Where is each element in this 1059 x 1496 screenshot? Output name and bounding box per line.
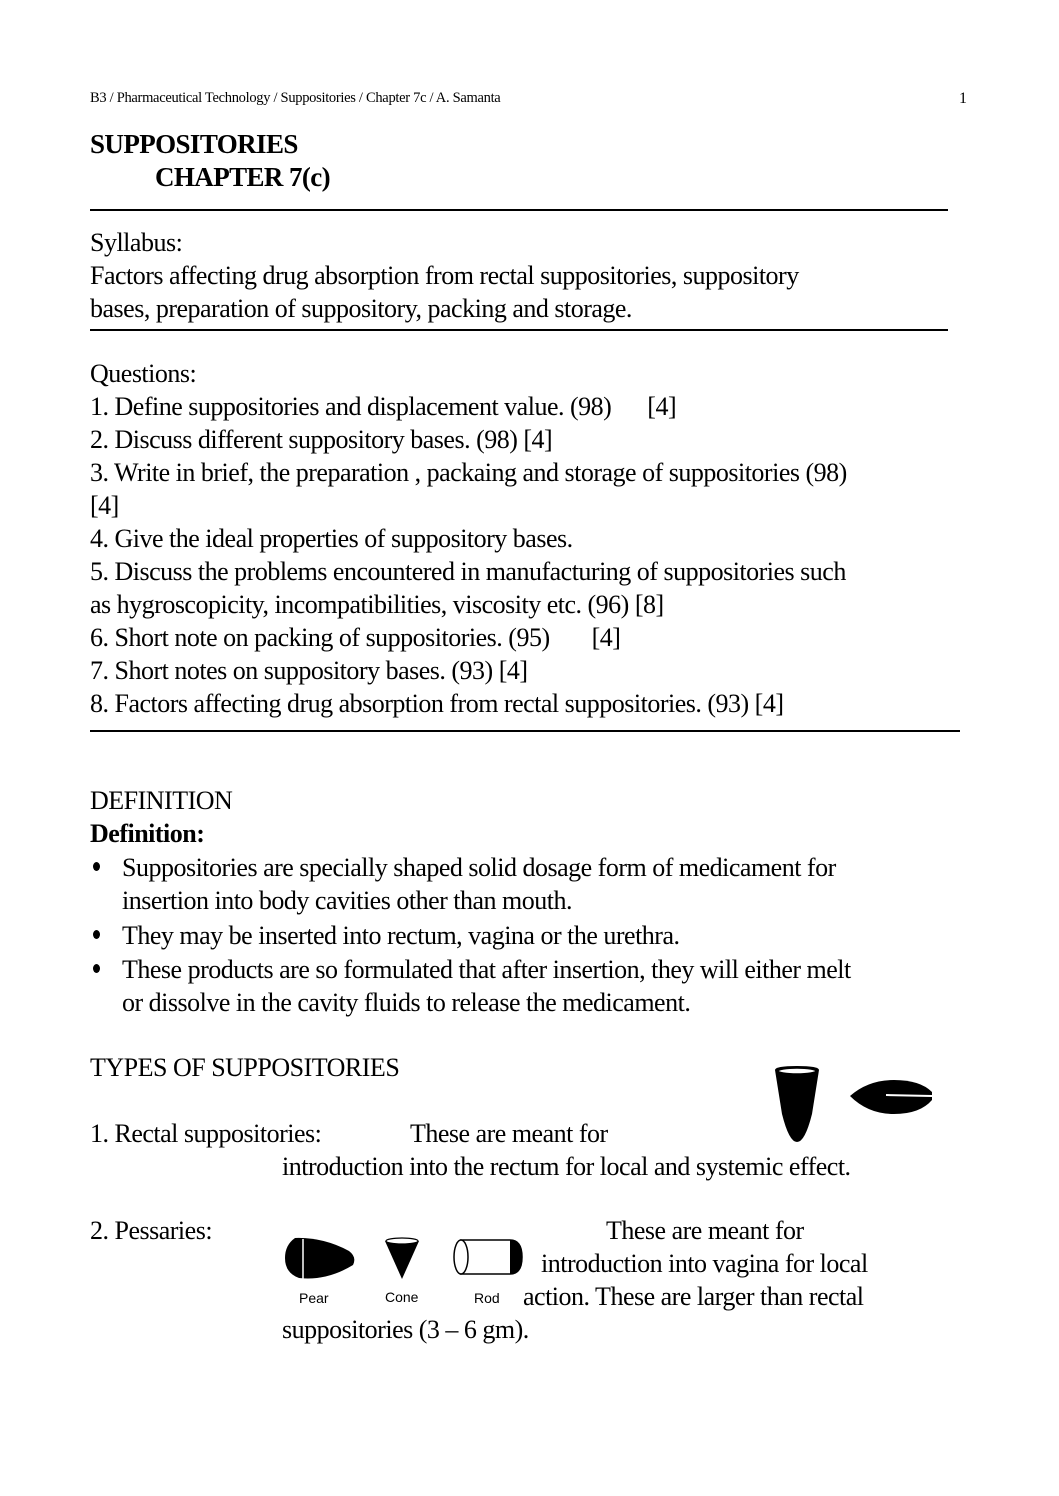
bullet-shaped-suppository-icon [772,1064,822,1144]
pessaries-label: 2. Pessaries: [90,1216,213,1245]
question-item: 4. Give the ideal properties of suppository bases. [90,524,573,553]
divider [90,209,948,211]
pessaries-description: suppositories (3 – 6 gm). [282,1315,529,1344]
question-item-continuation: [4] [90,491,119,520]
torpedo-shaped-suppository-icon [848,1078,934,1116]
pessaries-description: introduction into vagina for local [541,1249,868,1278]
cone-shaped-pessary-icon [383,1235,421,1281]
definition-bullet-line: insertion into body cavities other than mouth. [122,886,572,915]
section-heading-types: TYPES OF SUPPOSITORIES [90,1053,400,1082]
shape-label-rod: Rod [474,1290,500,1306]
question-item: 3. Write in brief, the preparation , packaing and storage of suppositories (98) [90,458,847,487]
divider [90,329,948,331]
rectal-description: introduction into the rectum for local and systemic effect. [282,1152,851,1181]
bullet-icon [93,930,100,939]
syllabus-line: Factors affecting drug absorption from rectal suppositories, suppository [90,261,799,290]
shape-label-cone: Cone [385,1289,419,1305]
definition-bullet-line: These products are so formulated that after insertion, they will either melt [122,955,851,984]
definition-bullet-line: Suppositories are specially shaped solid dosage form of medicament for [122,853,836,882]
rod-shaped-pessary-icon [452,1238,524,1276]
page-number: 1 [959,90,967,107]
question-item: 1. Define suppositories and displacement value. (98) [4] [90,392,677,421]
question-item: 5. Discuss the problems encountered in manufacturing of suppositories such [90,557,846,586]
syllabus-label: Syllabus: [90,228,183,257]
pessaries-description: These are meant for [606,1216,804,1245]
definition-bullet-line: They may be inserted into rectum, vagina or the urethra. [122,921,680,950]
rectal-description: These are meant for [410,1119,608,1148]
question-item: 8. Factors affecting drug absorption from rectal suppositories. (93) [4] [90,689,784,718]
divider [90,730,960,732]
question-item: 2. Discuss different suppository bases. (98) [4] [90,425,553,454]
definition-bullet-line: or dissolve in the cavity fluids to release the medicament. [122,988,691,1017]
running-header: B3 / Pharmaceutical Technology / Suppositories / Chapter 7c / A. Samanta [90,90,501,106]
question-item: 6. Short note on packing of suppositories. (95) [4] [90,623,621,652]
question-item: 7. Short notes on suppository bases. (93) [4] [90,656,528,685]
syllabus-line: bases, preparation of suppository, packing and storage. [90,294,632,323]
pear-shaped-pessary-icon [283,1235,357,1281]
question-item-continuation: as hygroscopicity, incompatibilities, viscosity etc. (96) [8] [90,590,664,619]
shape-label-pear: Pear [299,1290,329,1306]
bullet-icon [93,862,100,871]
rectal-label: 1. Rectal suppositories: [90,1119,322,1148]
document-title: SUPPOSITORIES [90,129,298,159]
pessaries-description: action. These are larger than rectal [523,1282,864,1311]
questions-label: Questions: [90,359,197,388]
bullet-icon [93,964,100,973]
chapter-title: CHAPTER 7(c) [155,162,331,192]
section-heading-definition: DEFINITION [90,786,233,815]
definition-subheading: Definition: [90,819,205,848]
